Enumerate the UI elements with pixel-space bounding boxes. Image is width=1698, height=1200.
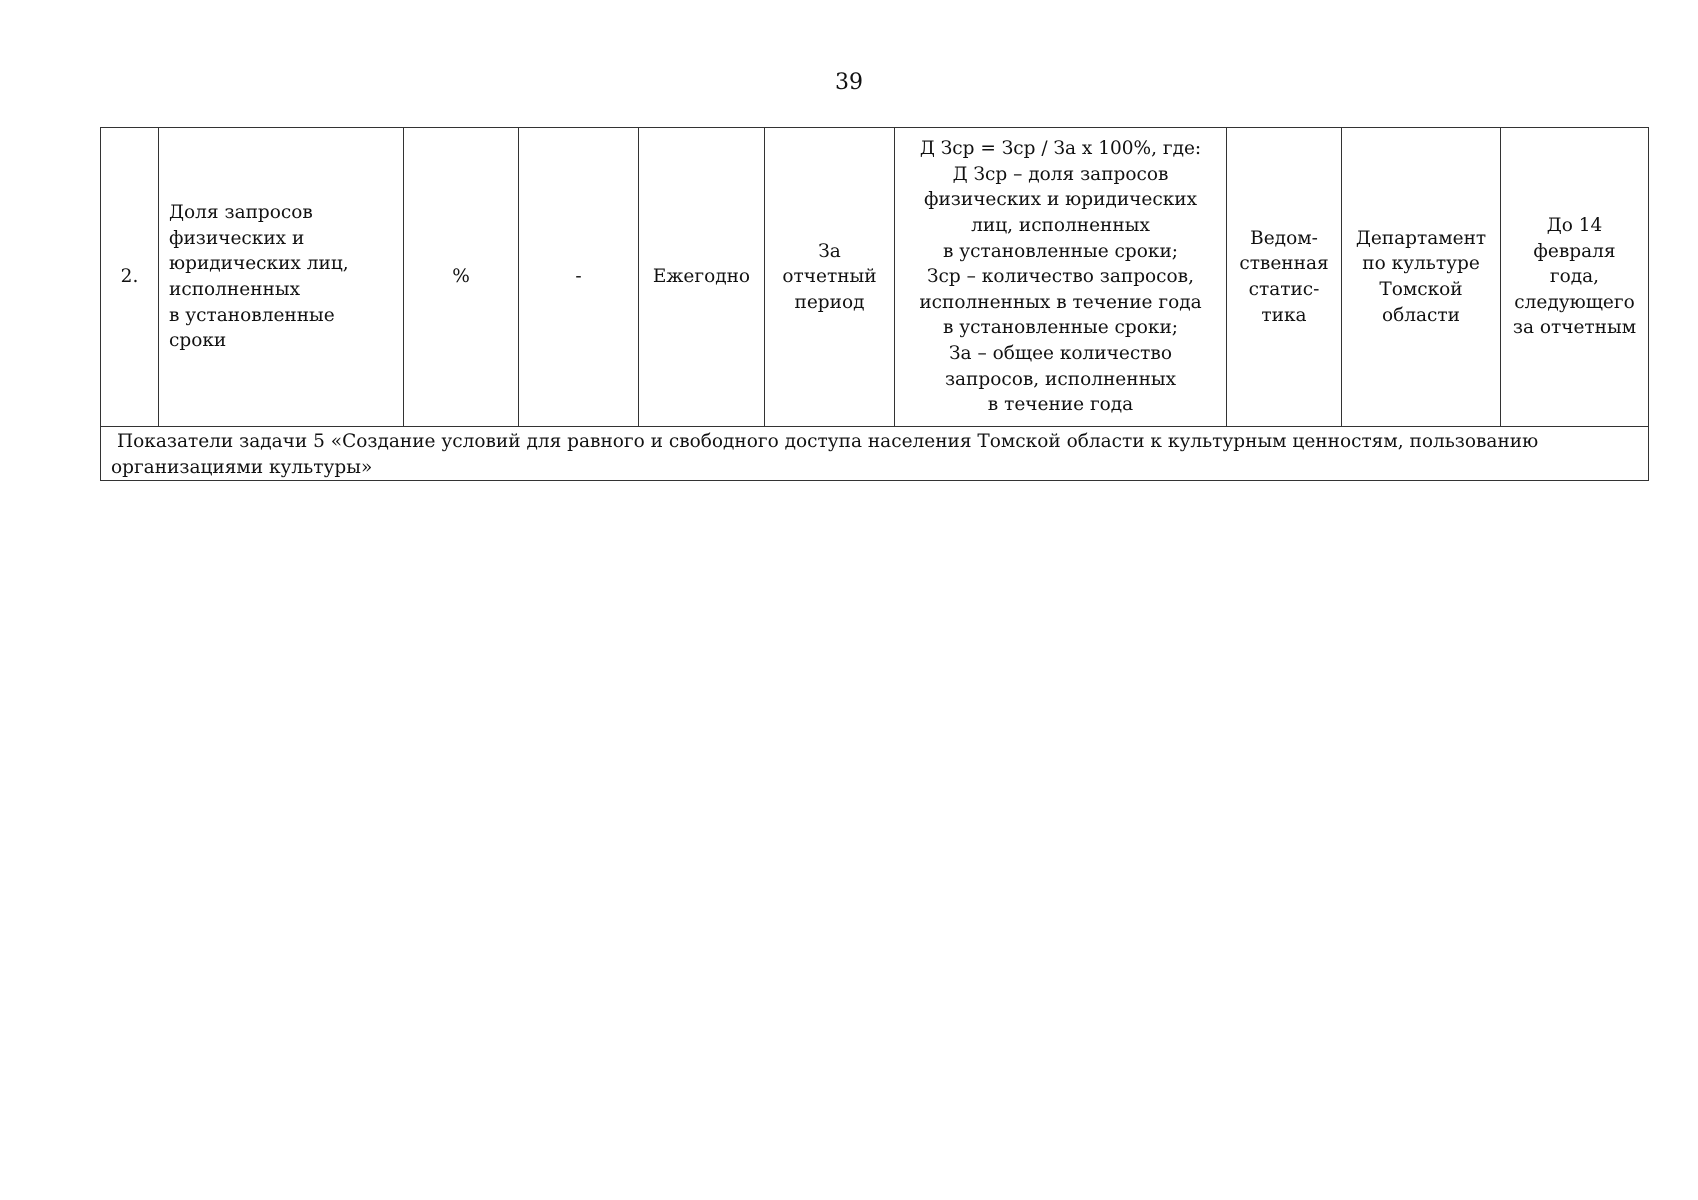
deadline-cell: До 14 февраля года, следующего за отчетным [1501,128,1649,427]
data-source-cell: Ведом- ственная статис- тика [1227,128,1342,427]
unit-cell: % [404,128,519,427]
row-number-cell: 2. [101,128,159,427]
base-value-cell: - [519,128,639,427]
responsible-cell: Департамент по культуре Томской области [1342,128,1501,427]
section-row [101,427,1649,481]
period-cell: За отчетный период [765,128,895,427]
frequency-cell: Ежегодно [639,128,765,427]
indicators-table [100,127,1649,481]
table-row [101,128,1649,427]
formula-cell: Д Зср = Зср / За х 100%, где: Д Зср – доля запросов физических и юридических лиц, исполненных в установленные сроки; Зср – количество запросов, исполненных в течение года в установленные сроки; За – общее количество запросов, исполненных в течение года [895,128,1227,427]
section-heading-cell [101,427,1649,481]
indicator-name-cell: Доля запросов физических и юридических лиц, исполненных в установленные сроки [159,128,404,427]
page-number: 39 [835,70,863,95]
section-heading-text: Показатели задачи 5 «Создание условий для равного и свободного доступа населения Томской области к культурным ценностям, пользованию организациями культуры» [111,431,1539,478]
